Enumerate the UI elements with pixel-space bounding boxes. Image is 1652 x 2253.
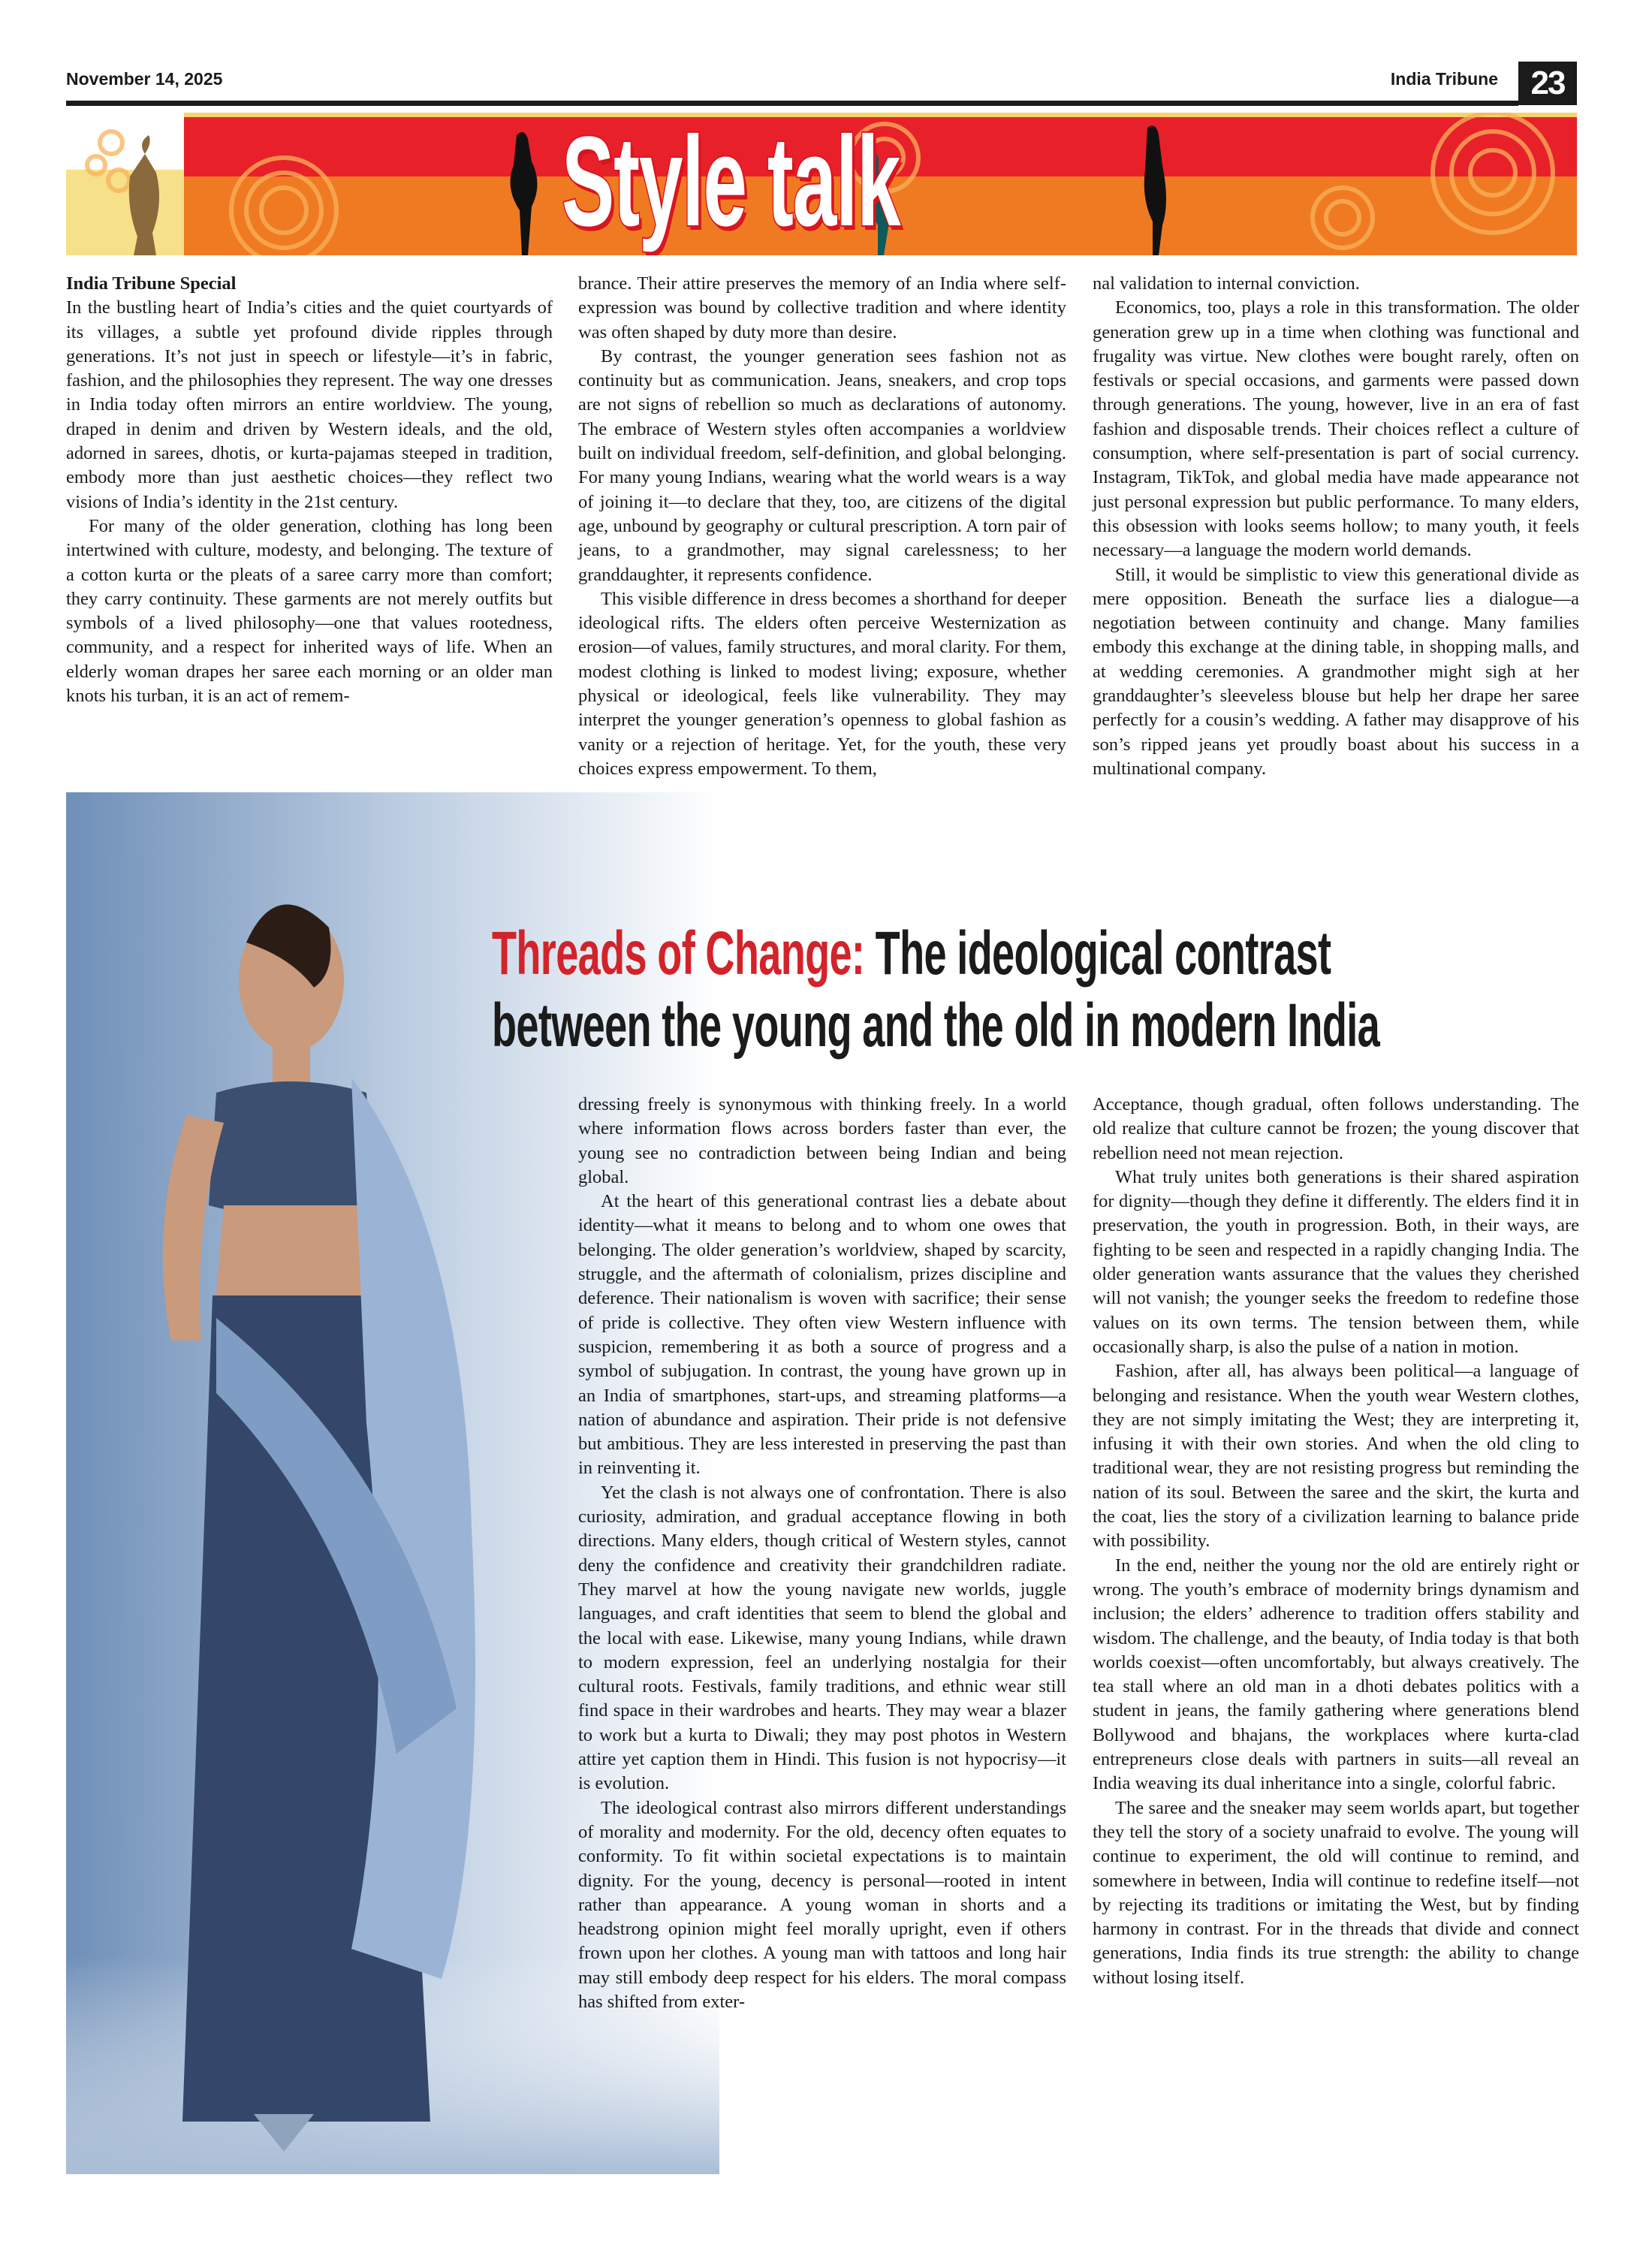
paragraph: This visible difference in dress becomes a shorthand for deeper ideological rifts. The elders often perceive Westernization as erosion—of values, family structures, and moral clarity. For them, modest clothing is linked to modest living; exposure, whether physical or ideological, feels like vulnerability. They may interpret the younger generation’s openness to global fashion as vanity or a rejection of heritage. Yet, for the youth, these very choices express empowerment. To them, <box>578 588 1066 779</box>
headline-line-2: between the young and the old in modern India <box>492 991 1380 1060</box>
article-top-column-1 <box>66 272 553 708</box>
article-top-column-3 <box>1093 272 1579 781</box>
paragraph: dressing freely is synonymous with thinking freely. In a world where information flows across borders faster than ever, the young see no contradiction between being Indian and being global. <box>578 1094 1066 1187</box>
paragraph: At the heart of this generational contrast lies a debate about identity—what it means to belong and to whom one owes that belonging. The older generation’s worldview, shaped by scarcity, struggle, and the aftermath of colonialism, prizes discipline and deference. Their nationalism is woven with sacrifice; their sense of pride is collective. They often view Western influence with suspicion, remembering it as both a source of progress and a symbol of subjugation. In contrast, the young have grown up in an India of smartphones, start-ups, and streaming platforms—a nation of abundance and aspiration. Their pride is not defensive but ambitious. They are less interested in preserving the past than in reinventing it. <box>578 1191 1066 1479</box>
paragraph: Fashion, after all, has always been political—a language of belonging and resistance. When the youth wear Western clothes, they are not simply imitating the West; they are interpreting it, infusing it with their own stories. And when the old cling to traditional wear, they are not resisting progress but reminding the nation of its soul. Between the saree and the skirt, the kurta and the coat, lies the story of a civilization learning to balance pride with possibility. <box>1093 1361 1579 1552</box>
paragraph: nal validation to internal conviction. <box>1093 273 1360 294</box>
paragraph: brance. Their attire preserves the memory of an India where self-expression was bound by collective tradition and where identity was often shaped by duty more than desire. <box>578 273 1066 342</box>
section-banner <box>66 113 1577 255</box>
banner-title: Style talk <box>562 113 900 253</box>
page-number: 23 <box>1518 62 1577 105</box>
header-rule <box>66 101 1518 106</box>
article-kicker: India Tribune Special <box>66 273 237 294</box>
headline <box>492 918 1533 1062</box>
paragraph: In the bustling heart of India’s cities and the quiet courtyards of its villages, a subtle yet profound divide ripples through generations. It’s not just in speech or lifestyle—it’s in fabric, fashion, and the philosophies they represent. The way one dresses in India today often mirrors an entire worldview. The young, draped in denim and driven by Western ideals, and the old, adorned in sarees, dhotis, or kurta-pajamas steeped in tradition, embody more than just aesthetic choices—they reflect two visions of India’s identity in the 21st century. <box>66 297 553 512</box>
paragraph: Yet the clash is not always one of confrontation. There is also curiosity, admiration, and gradual acceptance flowing in both directions. Many elders, though critical of Western styles, cannot deny the confidence and creativity their grandchildren radiate. They marvel at how the young navigate new worlds, juggle languages, and craft identities that seem to blend the global and the local with ease. Likewise, many young Indians, while drawn to modern expression, feel an underlying nostalgia for their cultural roots. Festivals, family traditions, and ethnic wear still find space in their wardrobes and hearts. They may wear a blazer to work but a kurta to Diwali; they may post photos in Western attire yet caption them in Hindi. This fusion is not hypocrisy—it is evolution. <box>578 1482 1066 1794</box>
paragraph: By contrast, the younger generation sees fashion not as continuity but as communication. Jeans, sneakers, and crop tops are not signs of rebellion so much as declarations of autonomy. The embrace of Western styles often accompanies a worldview built on individual freedom, self-definition, and global belonging. For many young Indians, wearing what the world wears is a way of joining it—to declare that they, too, are citizens of the digital age, unbound by geography or cultural prescription. A torn pair of jeans, to a grandmother, may signal carelessness; to her granddaughter, it represents confidence. <box>578 345 1066 585</box>
paragraph: The saree and the sneaker may seem worlds apart, but together they tell the story of a society unafraid to evolve. The young will continue to experiment, the old will continue to remind, and somewhere in between, India will continue to redefine itself—not by rejecting its traditions or imitating the West, but by finding harmony in contrast. For in the threads that divide and connect generations, India finds its true strength: the ability to change without losing itself. <box>1093 1797 1579 1988</box>
paragraph: The ideological contrast also mirrors different understandings of morality and modernity. For the old, decency often equates to conformity. To fit within societal expectations is to maintain dignity. For the young, decency is personal—rooted in intent rather than appearance. A young woman in shorts and a headstrong opinion might feel morally upright, even if others frown upon her clothes. A young man with tattoos and long hair may still embody deep respect for his elders. The moral compass has shifted from exter- <box>578 1797 1066 2012</box>
paragraph: What truly unites both generations is their shared aspiration for dignity—though they define it differently. The elders find it in preservation, the youth in progression. Both, in their ways, are fighting to be seen and respected in a rapidly changing India. The older generation wants assurance that the values they cherished will not vanish; the younger seeks the freedom to redefine those values on its own terms. The tension between them, while occasionally sharp, is also the pulse of a nation in motion. <box>1093 1166 1579 1357</box>
paragraph: For many of the older generation, clothing has long been intertwined with culture, modesty, and belonging. The texture of a cotton kurta or the pleats of a saree carry more than comfort; they carry continuity. These garments are not merely outfits but symbols of a lived philosophy—one that values rootedness, community, and a respect for inherited ways of life. When an elderly woman drapes her saree each morning or an older man knots his turban, it is an act of remem- <box>66 515 553 707</box>
publication-name: India Tribune <box>1390 69 1498 89</box>
headline-text: The ideological contrast <box>875 919 1331 988</box>
paragraph: In the end, neither the young nor the old are entirely right or wrong. The youth’s embrace of modernity brings dynamism and inclusion; the elders’ adherence to tradition offers stability and wisdom. The challenge, and the beauty, of India today is that both worlds coexist—often uncomfortably, but always creatively. The tea stall where an old man in a dhoti debates politics with a student in jeans, the family gathering where generations blend Bollywood and bhajans, the workplaces where kurta-clad entrepreneurs close deals with partners in suits—all reveal an India weaving its dual inheritance into a single, colorful fabric. <box>1093 1555 1579 1794</box>
paragraph: Acceptance, though gradual, often follows understanding. The old realize that culture cannot be frozen; the young discover that rebellion need not mean rejection. <box>1093 1094 1579 1163</box>
issue-date: November 14, 2025 <box>66 69 223 89</box>
headline-lead: Threads of Change: <box>492 919 865 988</box>
headline-line-1 <box>492 918 1533 990</box>
paragraph: Economics, too, plays a role in this transformation. The older generation grew up in a time when clothing was functional and frugality was virtue. New clothes were bought rarely, often on festivals or special occasions, and garments were passed down through generations. The young, however, live in an era of fast fashion and disposable trends. Their choices reflect a culture of consumption, where self-presentation is part of social currency. Instagram, TikTok, and global media have made appearance not just personal expression but public performance. To many elders, this obsession with looks seems hollow; to many youth, it feels necessary—a language the modern world demands. <box>1093 297 1579 561</box>
article-bottom-column-2 <box>578 1093 1066 2014</box>
article-top-column-2 <box>578 272 1066 781</box>
article-bottom-column-3 <box>1093 1093 1579 1990</box>
paragraph: Still, it would be simplistic to view this generational divide as mere opposition. Beneath the surface lies a dialogue—a negotiation between continuity and change. Many families embody this exchange at the dining table, in shopping malls, and at wedding ceremonies. A grandmother might sigh at her granddaughter’s sleeveless blouse but help her drape her saree perfectly for a cousin’s wedding. A father may disapprove of his son’s ripped jeans yet proudly boast about his success in a multinational company. <box>1093 564 1579 779</box>
